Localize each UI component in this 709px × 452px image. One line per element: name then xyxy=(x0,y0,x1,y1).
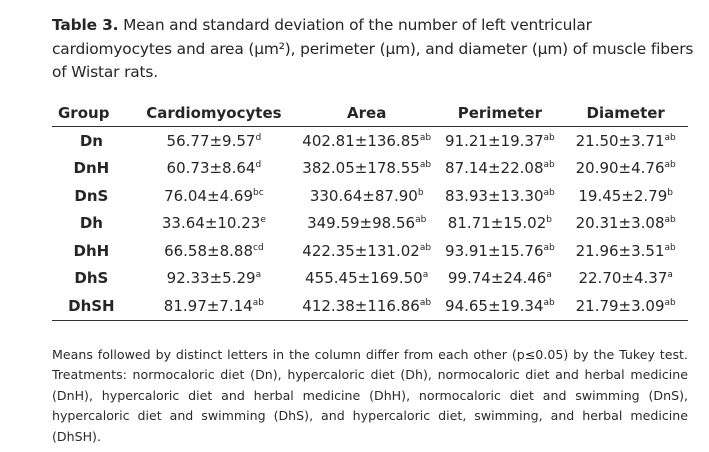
cell-value: 412.38±116.86 xyxy=(302,296,420,315)
cell-superscript: d xyxy=(255,160,262,171)
cell-value: 349.59±98.56 xyxy=(307,214,416,233)
cell-value: 330.64±87.90 xyxy=(309,186,418,205)
cell-superscript: ab xyxy=(664,215,676,226)
cell-cardiomyocytes xyxy=(131,265,297,293)
cell-superscript: ab xyxy=(664,297,676,308)
cell-cardiomyocytes xyxy=(131,155,297,183)
header-group: Group xyxy=(52,100,131,127)
cell-group: DnS xyxy=(74,186,109,205)
cell-superscript: ab xyxy=(543,132,555,143)
caption-text: Mean and standard deviation of the number of left ventricular cardiomyocytes and area (µm²), perimeter (µm), and diameter (µm) of muscle fibers of Wistar rats. xyxy=(52,16,694,81)
cell-value: 93.91±15.76 xyxy=(445,241,544,260)
table-row xyxy=(52,210,688,238)
cell-superscript: e xyxy=(260,215,266,226)
cell-superscript: a xyxy=(546,270,552,281)
cell-superscript: ab xyxy=(543,297,555,308)
cell-value: 66.58±8.88 xyxy=(164,241,253,260)
cell-value: 21.50±3.71 xyxy=(575,131,665,150)
cell-value: 33.64±10.23 xyxy=(161,214,261,233)
cell-cardiomyocytes xyxy=(131,182,297,210)
cell-diameter xyxy=(563,237,688,265)
cell-group: DhH xyxy=(73,241,110,260)
cell-perimeter xyxy=(436,127,563,155)
table-row xyxy=(52,155,688,183)
cell-area xyxy=(297,265,436,293)
cell-superscript: ab xyxy=(419,160,432,171)
header-cardiomyocytes: Cardiomyocytes xyxy=(131,100,297,127)
cell-value: 99.74±24.46 xyxy=(447,269,547,288)
cell-group: Dh xyxy=(79,214,103,233)
cell-diameter xyxy=(563,127,688,155)
table-row xyxy=(52,182,688,210)
table-row xyxy=(52,265,688,293)
cell-value: 20.90±4.76 xyxy=(575,159,665,178)
cell-area xyxy=(297,127,436,155)
cell-cardiomyocytes xyxy=(131,127,297,155)
cell-value: 91.21±19.37 xyxy=(445,131,544,150)
table-footnote: Means followed by distinct letters in the column differ from each other (p≤0.05) by the Tukey test. Treatments: normocaloric diet (Dn), hypercaloric diet (Dh), normocaloric diet and herbal medicine (DnH), hypercaloric diet and herbal medicine (DhH), normocaloric diet and swimming (DnS), hypercaloric diet and swimming (DhS), and hypercaloric diet, swimming, and herbal medicine (DhSH). xyxy=(52,346,688,444)
cell-value: 22.70±4.37 xyxy=(578,269,668,288)
cell-superscript: ab xyxy=(419,132,432,143)
cell-superscript: ab xyxy=(664,132,676,143)
cell-value: 382.05±178.55 xyxy=(302,159,420,178)
cell-value: 56.77±9.57 xyxy=(166,131,256,150)
cell-area xyxy=(297,292,436,320)
cell-superscript: ab xyxy=(543,160,555,171)
cell-group: Dn xyxy=(79,131,103,150)
cell-value: 60.73±8.64 xyxy=(166,159,256,178)
cell-value: 20.31±3.08 xyxy=(575,214,665,233)
cell-superscript: b xyxy=(417,187,424,198)
cell-superscript: cd xyxy=(253,242,264,253)
cell-area xyxy=(297,182,436,210)
cell-superscript: ab xyxy=(664,242,676,253)
cell-cardiomyocytes xyxy=(131,210,297,238)
cell-superscript: ab xyxy=(664,160,676,171)
cell-group: DhSH xyxy=(52,292,131,320)
cell-superscript: b xyxy=(667,187,673,198)
cell-superscript: d xyxy=(255,132,262,143)
table-row xyxy=(52,237,688,265)
caption-label: Table 3. xyxy=(52,16,119,34)
cell-diameter xyxy=(563,182,688,210)
table-row xyxy=(52,292,688,320)
header-perimeter: Perimeter xyxy=(436,100,563,127)
cell-diameter xyxy=(563,210,688,238)
cell-cardiomyocytes xyxy=(131,237,297,265)
table-row xyxy=(52,127,688,155)
cell-value: 402.81±136.85 xyxy=(302,131,420,150)
results-table xyxy=(52,100,688,321)
cell-value: 81.71±15.02 xyxy=(447,214,547,233)
cell-perimeter xyxy=(436,182,563,210)
table-caption xyxy=(52,14,700,85)
cell-value: 21.96±3.51 xyxy=(575,241,665,260)
table-header-row xyxy=(52,100,688,127)
cell-value: 94.65±19.34 xyxy=(445,296,544,315)
cell-value: 455.45±169.50 xyxy=(305,269,423,288)
cell-superscript: a xyxy=(422,270,429,281)
cell-area xyxy=(297,210,436,238)
cell-value: 81.97±7.14 xyxy=(163,296,253,315)
cell-superscript: ab xyxy=(419,297,432,308)
cell-value: 76.04±4.69 xyxy=(164,186,253,205)
cell-value: 92.33±5.29 xyxy=(166,269,256,288)
cell-perimeter xyxy=(436,210,563,238)
cell-area xyxy=(297,155,436,183)
cell-superscript: a xyxy=(255,270,262,281)
cell-superscript: b xyxy=(546,215,552,226)
cell-area xyxy=(297,237,436,265)
cell-value: 422.35±131.02 xyxy=(302,241,420,260)
cell-superscript: ab xyxy=(415,215,427,226)
cell-value: 87.14±22.08 xyxy=(445,159,544,178)
cell-superscript: bc xyxy=(253,187,264,198)
cell-perimeter xyxy=(436,292,563,320)
cell-diameter xyxy=(563,265,688,293)
cell-perimeter xyxy=(436,155,563,183)
cell-superscript: a xyxy=(667,270,673,281)
cell-diameter xyxy=(563,155,688,183)
cell-perimeter xyxy=(436,265,563,293)
cell-group: DhS xyxy=(74,269,109,288)
cell-superscript: ab xyxy=(543,187,555,198)
cell-value: 83.93±13.30 xyxy=(445,186,544,205)
cell-superscript: ab xyxy=(252,297,264,308)
cell-value: 21.79±3.09 xyxy=(575,296,665,315)
cell-cardiomyocytes xyxy=(131,292,297,320)
cell-perimeter xyxy=(436,237,563,265)
cell-group: DnH xyxy=(73,159,110,178)
cell-diameter xyxy=(563,292,688,320)
header-diameter: Diameter xyxy=(563,100,688,127)
cell-superscript: ab xyxy=(543,242,555,253)
cell-superscript: ab xyxy=(419,242,432,253)
cell-value: 19.45±2.79 xyxy=(578,186,668,205)
header-area: Area xyxy=(297,100,436,127)
